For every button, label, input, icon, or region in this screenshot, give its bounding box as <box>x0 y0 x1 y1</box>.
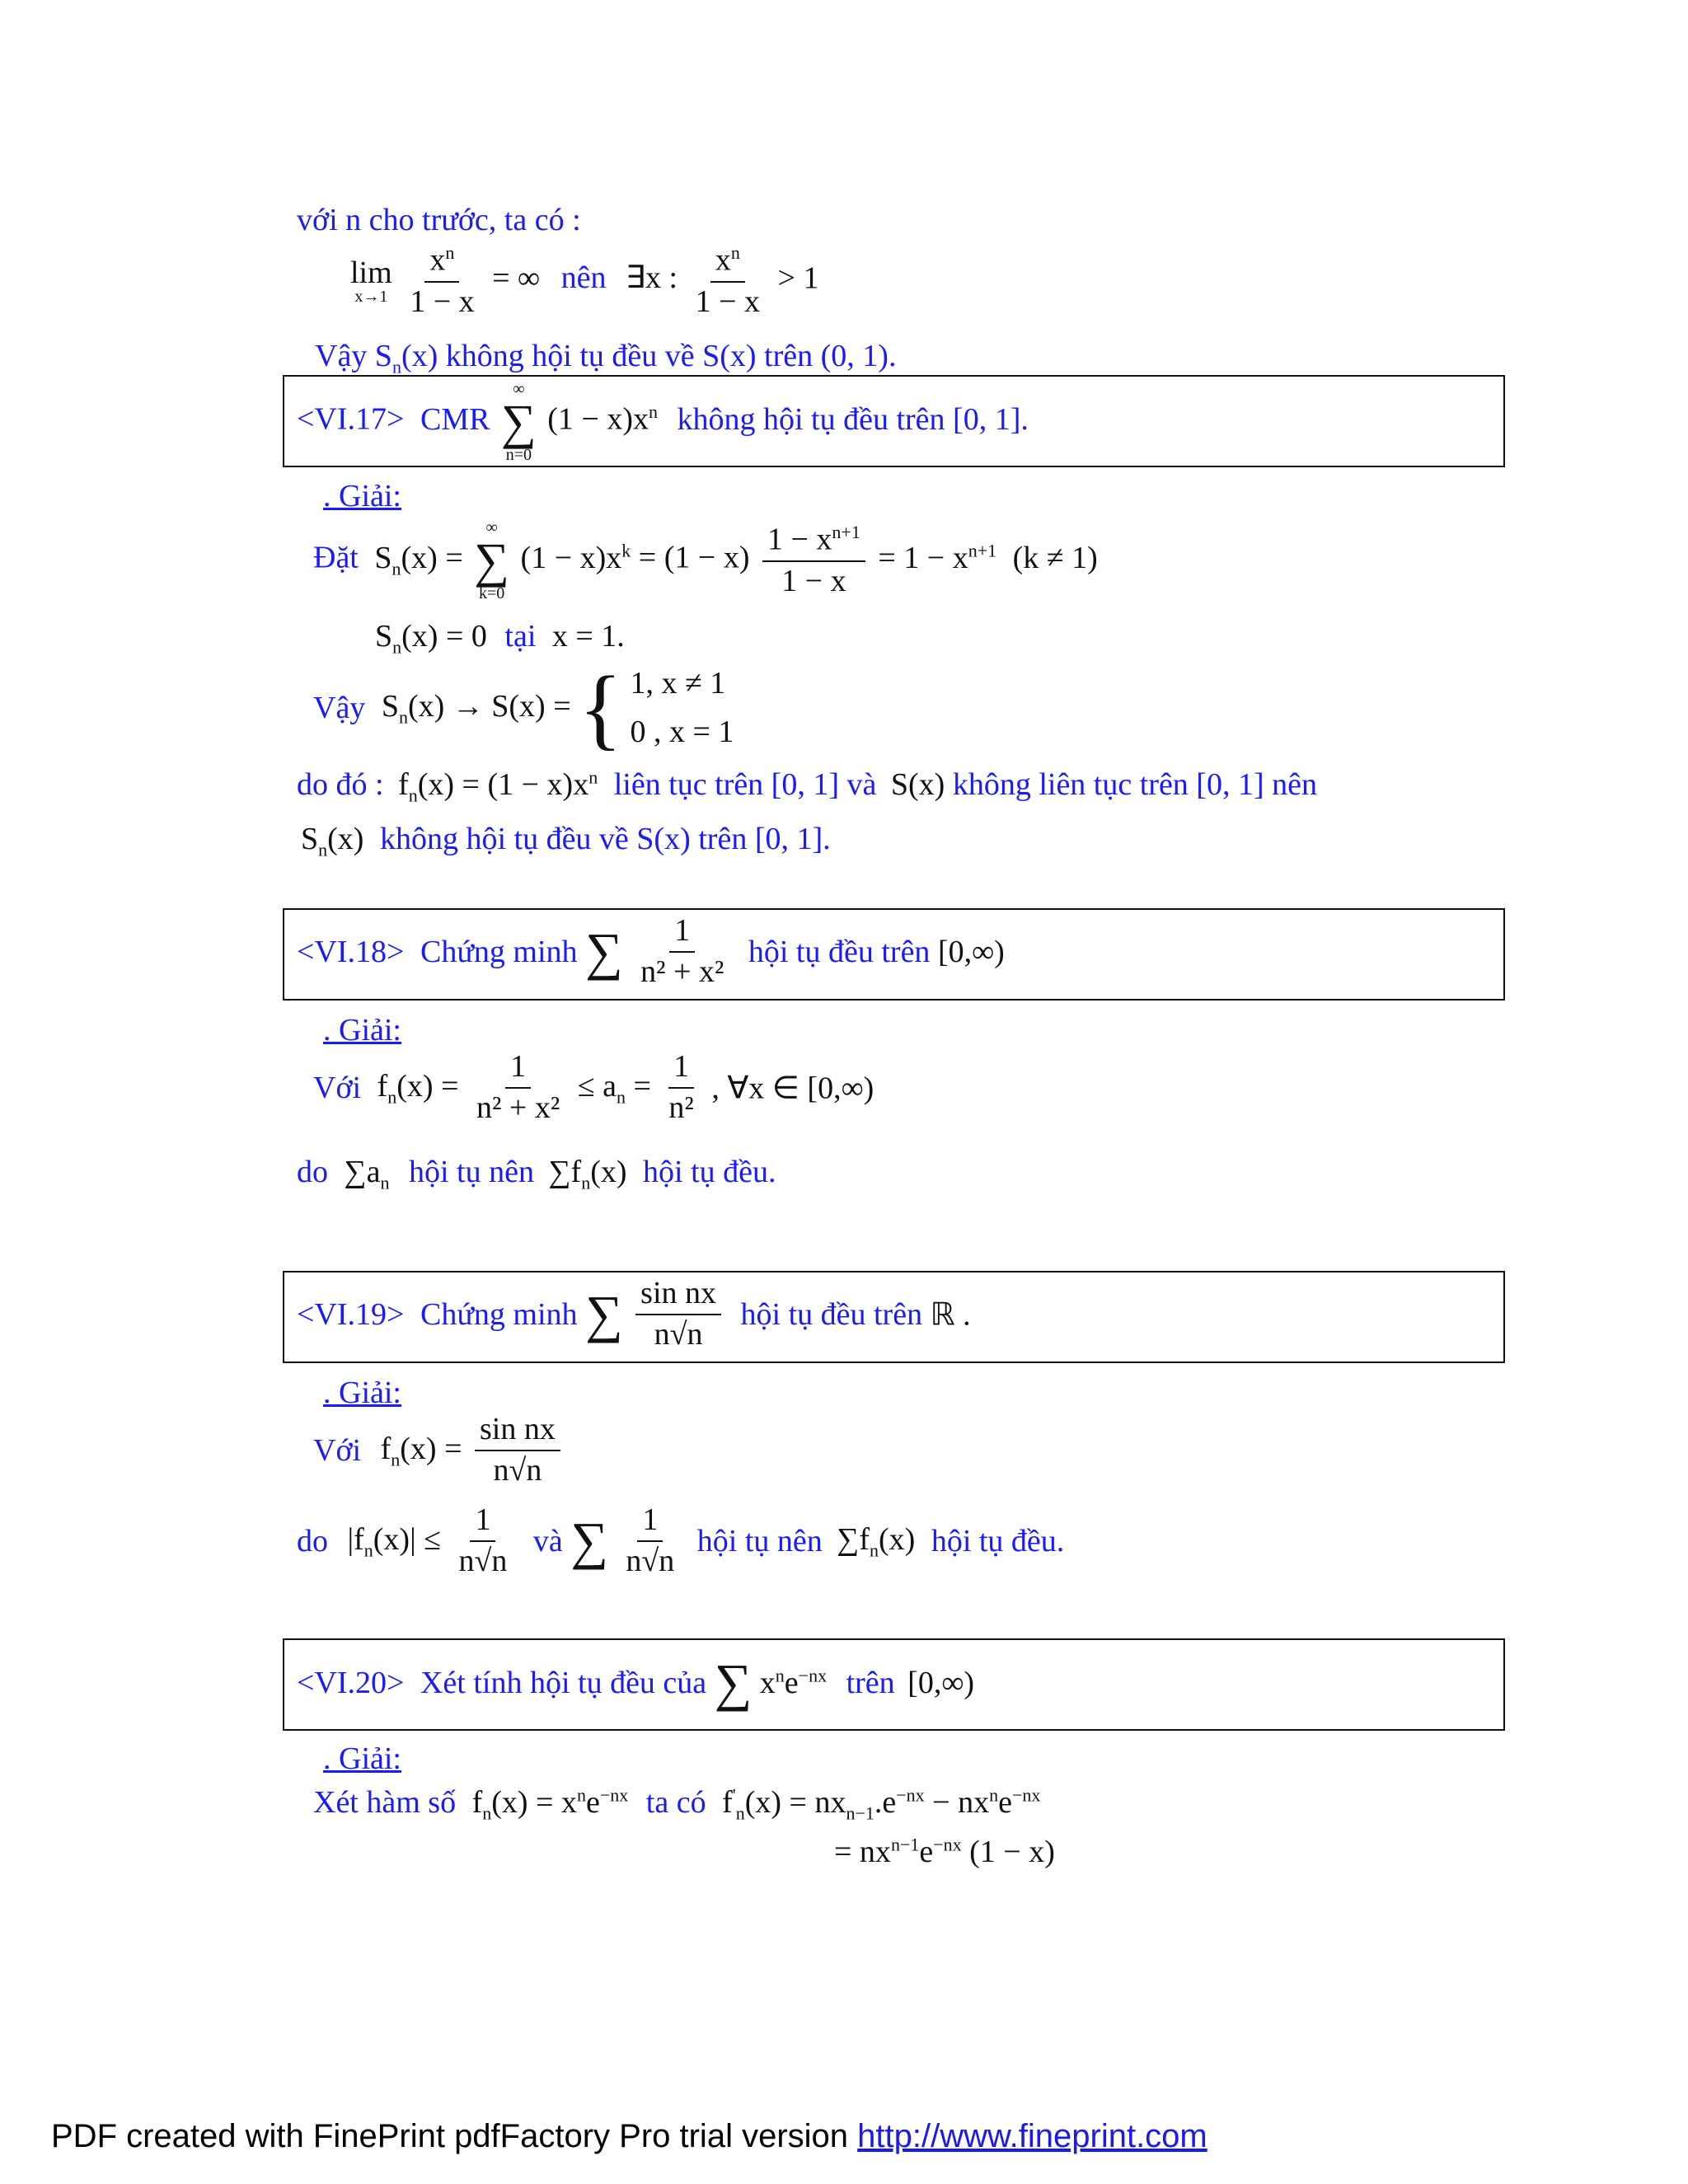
problem-label: <VI.20> <box>297 1666 405 1700</box>
exists-x: ∃x : <box>626 260 678 296</box>
problem-vi19-statement: <VI.19> Chứng minh ∑ $\frac{\text{sin nx}}{n√n}$ hội tụ đều trên ℝ . <box>297 1276 971 1352</box>
eq-infinity: = ∞ <box>492 260 541 296</box>
problem-vi20-statement: <VI.20> Xét tính hội tụ đều của ∑ $x^ne^{-nx}$ trên [0,∞) <box>297 1653 975 1712</box>
lim-sub: x→1 <box>354 287 388 306</box>
limit-expression: lim x→1 $\frac{x^n}{1 - x}$ = ∞ nên ∃x : $\frac{x^n}{1 - x}$ > 1 <box>350 242 819 319</box>
dodo-line: do đó : $f_n(x) = (1 - x)x^n$ liên tục trên [0, 1] và S(x) không liên tục trên [0, 1] nên <box>297 766 1317 806</box>
prev-conclusion: Vậy $S_n(x)$ không hội tụ đều về S(x) trên (0, 1). <box>315 339 897 377</box>
lim-word: lim <box>350 255 392 290</box>
dat-line: Đặt $S_n(x)$ = ∞ ∑ k=0 $(1 - x)x^k = (1 - x)$ $\frac{1 - x^{n+1}}{1 - x}$ = $1 - x^{n+1}$ (k ≠ 1) <box>313 518 1098 602</box>
pdf-footer <box>51 2118 1207 2155</box>
intro-line: với n cho trước, ta có : <box>297 203 581 237</box>
problem-label: <VI.19> <box>297 1296 405 1332</box>
problem-label: <VI.17> <box>297 401 405 437</box>
vi18-conclusion: do $\sum a_n$ hội tụ nên $\sum f_n(x)$ hội tụ đều. <box>297 1155 776 1193</box>
vi20-derivative-line: Xét hàm số $f_n(x) = x^ne^{-nx}$ ta có $f'_n(x) = nx_{n-1}.e^{-nx} - nx^ne^{-nx}$ <box>313 1784 1041 1824</box>
vi20-derivative-line2: = $nx^{n-1}e^{-nx}$ (1 − x) <box>834 1834 1055 1869</box>
sum-symbol: ∞ ∑ n=0 <box>500 380 537 464</box>
giai-heading-vi19: . Giải: <box>323 1376 401 1410</box>
vi17-conclusion: $S_n(x)$ không hội tụ đều về S(x) trên [0, 1]. <box>301 822 831 860</box>
problem-vi17-statement: <VI.17> CMR ∞ ∑ n=0 $(1 - x)x^n$ không hội tụ đều trên [0, 1]. <box>297 380 1029 464</box>
sn-zero-line: $S_n(x) = 0$ tại x = 1. <box>375 619 625 658</box>
vay-limit-line: Vậy $S_n(x) \to S(x)$ = { 1, x ≠ 1 0 , x = 1 <box>313 657 734 758</box>
giai-heading-vi20: . Giải: <box>323 1741 401 1776</box>
vi19-conclusion: do $|f_n(x)|$ ≤ $\frac{1}{n√n}$ và ∑ $\frac{1}{n√n}$ hội tụ nên $\sum f_n(x)$ hội tụ đều. <box>297 1502 1065 1578</box>
giai-heading-vi18: . Giải: <box>323 1013 401 1047</box>
giai-heading-vi17: . Giải: <box>323 479 401 513</box>
footer-text: PDF created with FinePrint pdfFactory Pro trial version <box>51 2118 849 2154</box>
problem-label: <VI.18> <box>297 934 405 969</box>
footer-link[interactable]: http://www.fineprint.com <box>857 2118 1207 2154</box>
problem-vi18-statement: <VI.18> Chứng minh ∑ $\frac{1}{\text{n² + x²}}$ hội tụ đều trên [0,∞) <box>297 913 1005 989</box>
nen-word: nên <box>560 260 607 296</box>
vi19-fn-line: Với $f_n(x)$ = $\frac{\text{sin nx}}{n√n}$ <box>313 1413 565 1488</box>
vi18-bound-line: Với $f_n(x)$ = $\frac{1}{\text{n² + x²}}$ ≤ $a_n$ = $\frac{1}{\text{n²}}$ , ∀x ∈ [0,∞) <box>313 1049 874 1125</box>
gt-one: > 1 <box>777 260 819 296</box>
